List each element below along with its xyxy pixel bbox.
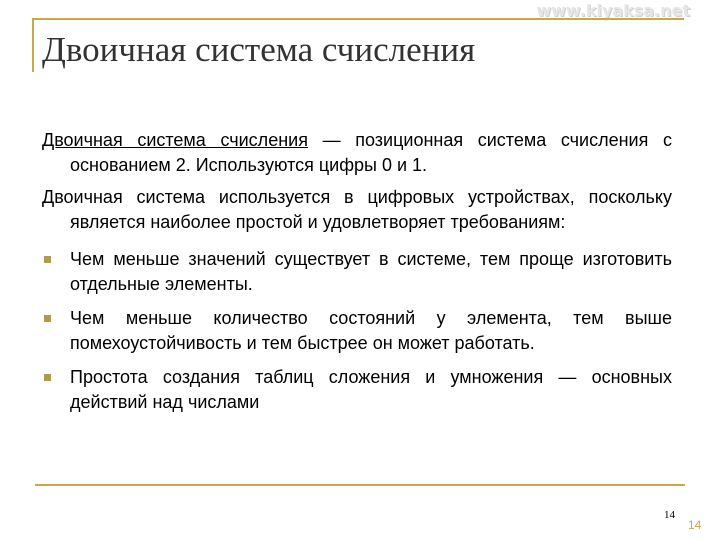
slide-number-label: 14: [664, 509, 675, 521]
list-item: [42, 247, 672, 297]
list-item-text: Чем меньше значений существует в системе, тем проще изготовить отдельные элементы.: [70, 249, 672, 294]
definition-text: — позиционная система счисления с основанием 2. Используются цифры 0 и 1.: [70, 130, 672, 175]
list-item: [42, 306, 672, 356]
slide-title: Двоичная система счисления: [42, 30, 476, 69]
bullet-square-icon: [44, 315, 51, 322]
requirements-list: [42, 247, 672, 415]
bullet-square-icon: [44, 256, 51, 263]
defined-term: Двоичная система счисления: [42, 130, 308, 150]
page-number: 14: [688, 518, 702, 532]
list-item-text: Простота создания таблиц сложения и умножения — основных действий над числами: [70, 367, 672, 412]
list-item: [42, 365, 672, 415]
definition-paragraph: [42, 128, 672, 178]
list-item-text: Чем меньше количество состояний у элемента, тем выше помехоустойчивость и тем быстрее он может работать.: [70, 308, 672, 353]
usage-paragraph: Двоичная система используется в цифровых устройствах, поскольку является наиболее простой и удовлетворяет требованиям:: [42, 187, 672, 232]
footer-divider: [35, 484, 685, 486]
slide-body: [42, 128, 672, 424]
bullet-square-icon: [44, 374, 51, 381]
watermark: www.kiyaksa.net: [536, 1, 690, 20]
